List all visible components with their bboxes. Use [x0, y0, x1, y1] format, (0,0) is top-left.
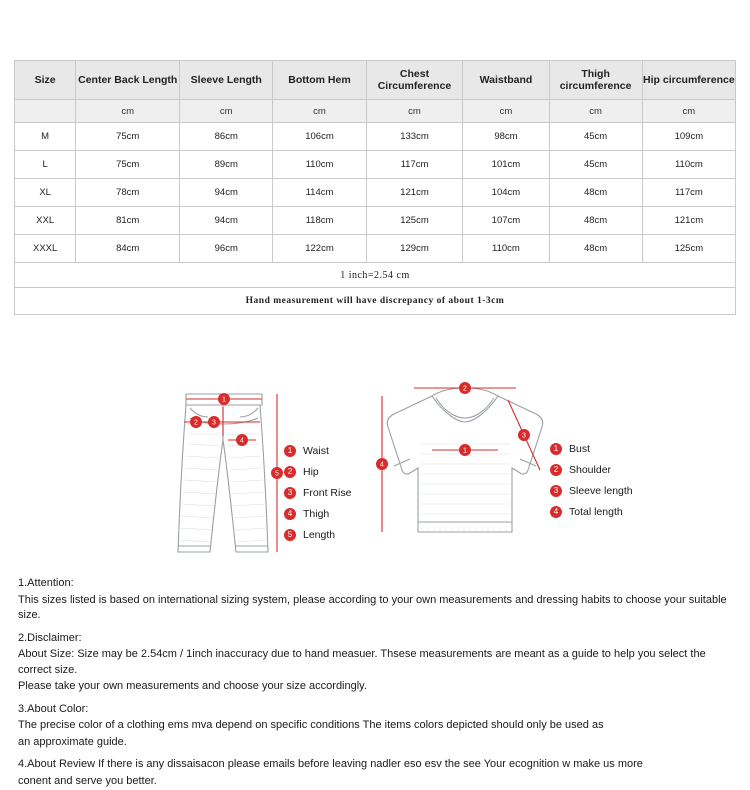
cell-bottom-hem: 114cm: [273, 179, 366, 207]
unit-cell: cm: [642, 100, 735, 123]
cell-thigh-circumference: 48cm: [549, 179, 642, 207]
pants-marker-2: 2: [194, 419, 198, 427]
hand-measurement-note: Hand measurement will have discrepancy of about 1-3cm: [15, 288, 736, 315]
top-marker-2: 2: [463, 385, 467, 393]
pants-marker-3: 3: [212, 419, 216, 427]
table-row: [15, 123, 736, 151]
size-chart-table: [14, 60, 736, 315]
legend-label-thigh: Thigh: [303, 507, 330, 520]
cell-sleeve-length: 94cm: [180, 207, 273, 235]
cell-hip-circumference: 110cm: [642, 151, 735, 179]
disclaimer-line-2: Please take your own measurements and choose your size accordingly.: [18, 680, 367, 692]
cell-waistband: 104cm: [463, 179, 549, 207]
cell-bottom-hem: 118cm: [273, 207, 366, 235]
pants-legend: [284, 440, 351, 545]
cell-thigh-circumference: 48cm: [549, 207, 642, 235]
legend-item: [284, 503, 351, 524]
legend-label-waist: Waist: [303, 444, 329, 457]
cell-sleeve-length: 89cm: [180, 151, 273, 179]
legend-bullet-5: 5: [284, 529, 296, 541]
cell-hip-circumference: 121cm: [642, 207, 735, 235]
unit-cell: cm: [366, 100, 463, 123]
cell-hip-circumference: 109cm: [642, 123, 735, 151]
conversion-note-row: [15, 263, 736, 288]
unit-cell: cm: [549, 100, 642, 123]
legend-label-hip: Hip: [303, 465, 319, 478]
attention-title: 1.Attention:: [18, 577, 74, 589]
disclaimer-line-1: About Size: Size may be 2.54cm / 1inch inaccuracy due to hand measuer. Thsese measurements are meant as a guide to help you select the correct size.: [18, 648, 706, 676]
cell-bottom-hem: 122cm: [273, 235, 366, 263]
cell-center-back-length: 84cm: [76, 235, 180, 263]
cell-sleeve-length: 94cm: [180, 179, 273, 207]
cell-sleeve-length: 96cm: [180, 235, 273, 263]
table-header-row: [15, 61, 736, 100]
cell-size: XXL: [15, 207, 76, 235]
table-row: [15, 235, 736, 263]
column-header-thigh-circumference: Thigh circumference: [549, 61, 642, 100]
legend-item: [284, 482, 351, 503]
pants-illustration-svg: [150, 374, 300, 564]
legend-bullet-2: 2: [284, 466, 296, 478]
unit-cell: cm: [180, 100, 273, 123]
legend-item: [550, 501, 633, 522]
legend-item: [550, 438, 633, 459]
pants-marker-1: 1: [222, 396, 226, 404]
cell-size: XXXL: [15, 235, 76, 263]
cell-center-back-length: 78cm: [76, 179, 180, 207]
cell-waistband: 107cm: [463, 207, 549, 235]
table-header: [15, 61, 736, 100]
legend-bullet-1: 1: [284, 445, 296, 457]
inch-conversion-note: 1 inch=2.54 cm: [15, 263, 736, 288]
cell-center-back-length: 75cm: [76, 151, 180, 179]
top-marker-4: 4: [380, 461, 384, 469]
cell-hip-circumference: 117cm: [642, 179, 735, 207]
cell-size: L: [15, 151, 76, 179]
table-row: [15, 179, 736, 207]
column-header-size: Size: [15, 61, 76, 100]
cell-chest-circumference: 117cm: [366, 151, 463, 179]
legend-bullet-4: 4: [550, 506, 562, 518]
legend-item: [550, 480, 633, 501]
notes-section: [18, 576, 734, 790]
legend-label-total-length: Total length: [569, 505, 623, 518]
attention-text: This sizes listed is based on international sizing system, please according to your own measurements and dressing habits to choose your suitable size.: [18, 593, 727, 621]
legend-bullet-4: 4: [284, 508, 296, 520]
cell-size: M: [15, 123, 76, 151]
top-diagram: [370, 374, 560, 569]
color-line-1: The precise color of a clothing ems mva depend on specific conditions The items colors depicted should only be used as: [18, 719, 604, 731]
legend-label-bust: Bust: [569, 442, 591, 455]
cell-waistband: 101cm: [463, 151, 549, 179]
legend-item: [284, 461, 351, 482]
column-header-waistband: Waistband: [463, 61, 549, 100]
column-header-sleeve-length: Sleeve Length: [180, 61, 273, 100]
unit-cell: [15, 100, 76, 123]
cell-waistband: 98cm: [463, 123, 549, 151]
color-title: 3.About Color:: [18, 702, 89, 715]
column-header-chest-circumference: Chest Circumference: [366, 61, 463, 100]
cell-center-back-length: 75cm: [76, 123, 180, 151]
unit-cell: cm: [463, 100, 549, 123]
legend-item: [284, 524, 351, 545]
cell-chest-circumference: 121cm: [366, 179, 463, 207]
top-marker-1: 1: [463, 447, 467, 455]
top-legend: [550, 438, 633, 522]
legend-item: [550, 459, 633, 480]
legend-bullet-2: 2: [550, 464, 562, 476]
size-chart-table-container: [14, 60, 736, 315]
cell-bottom-hem: 106cm: [273, 123, 366, 151]
column-header-center-back-length: Center Back Length: [76, 61, 180, 100]
cell-thigh-circumference: 45cm: [549, 151, 642, 179]
legend-label-shoulder: Shoulder: [569, 463, 612, 476]
unit-row: [15, 100, 736, 123]
legend-bullet-1: 1: [550, 443, 562, 455]
unit-cell: cm: [76, 100, 180, 123]
unit-cell: cm: [273, 100, 366, 123]
cell-chest-circumference: 125cm: [366, 207, 463, 235]
measurement-note-row: [15, 288, 736, 315]
pants-marker-5: 5: [275, 470, 279, 478]
cell-thigh-circumference: 48cm: [549, 235, 642, 263]
review-line-1: 4.About Review If there is any dissaisacon please emails before leaving nadler eso esv the see Your ecognition w make us more: [18, 758, 643, 770]
pants-marker-4: 4: [240, 437, 244, 445]
table-body: [15, 100, 736, 315]
disclaimer-title: 2.Disclaimer:: [18, 631, 82, 644]
legend-bullet-3: 3: [284, 487, 296, 499]
pants-diagram: [150, 374, 300, 569]
legend-label-sleeve-length: Sleeve length: [569, 484, 633, 497]
column-header-bottom-hem: Bottom Hem: [273, 61, 366, 100]
legend-item: [284, 440, 351, 461]
review-line-2: conent and serve you better.: [18, 774, 157, 787]
cell-waistband: 110cm: [463, 235, 549, 263]
top-marker-3: 3: [522, 432, 526, 440]
table-row: [15, 151, 736, 179]
cell-chest-circumference: 129cm: [366, 235, 463, 263]
cell-chest-circumference: 133cm: [366, 123, 463, 151]
legend-label-length: Length: [303, 528, 336, 541]
cell-hip-circumference: 125cm: [642, 235, 735, 263]
cell-bottom-hem: 110cm: [273, 151, 366, 179]
cell-size: XL: [15, 179, 76, 207]
table-row: [15, 207, 736, 235]
color-line-2: an approximate guide.: [18, 735, 127, 748]
sweatshirt-illustration-svg: [370, 374, 560, 564]
cell-center-back-length: 81cm: [76, 207, 180, 235]
legend-label-front-rise: Front Rise: [303, 486, 352, 499]
legend-bullet-3: 3: [550, 485, 562, 497]
cell-sleeve-length: 86cm: [180, 123, 273, 151]
measurement-diagrams: [0, 368, 750, 573]
cell-thigh-circumference: 45cm: [549, 123, 642, 151]
column-header-hip-circumference: Hip circumference: [642, 61, 735, 100]
